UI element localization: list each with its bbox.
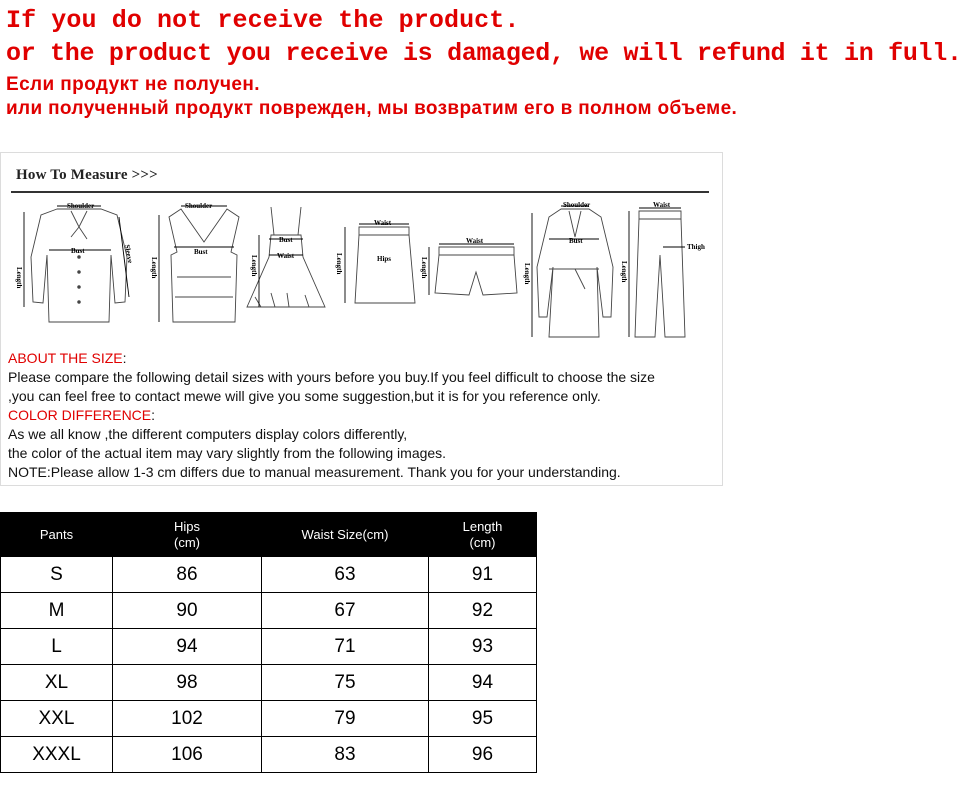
waist-cell: 71 (262, 629, 429, 665)
length-label: Length (620, 261, 628, 283)
table-header-row (1, 513, 537, 557)
notice-english-line-1: If you do not receive the product. (6, 6, 520, 35)
length-label: Length (420, 257, 428, 279)
waist-label: Waist (653, 201, 671, 209)
size-cell: XL (1, 665, 113, 701)
header-length-unit: (cm) (469, 534, 496, 550)
about-size-heading (8, 349, 718, 368)
bust-label: Bust (71, 247, 85, 255)
how-to-measure-title: How To Measure >>> (16, 167, 158, 183)
color-difference-title: COLOR DIFFERENCE (8, 407, 152, 423)
waist-label: Waist (374, 219, 392, 227)
header-length (429, 513, 537, 557)
table-row (1, 737, 537, 773)
thigh-label: Thigh (687, 243, 705, 251)
hips-cell: 86 (113, 557, 262, 593)
hips-cell: 94 (113, 629, 262, 665)
bust-label: Bust (279, 236, 293, 244)
refund-notice-banner (0, 0, 962, 128)
color-difference-heading (8, 406, 718, 425)
title-divider (11, 191, 709, 193)
bust-label: Bust (569, 237, 583, 245)
notice-russian-line-2: или полученный продукт поврежден, мы возвратим его в полном объеме. (6, 98, 738, 119)
length-cell: 92 (429, 593, 537, 629)
waist-cell: 83 (262, 737, 429, 773)
header-waist-label: Waist Size(cm) (301, 526, 389, 542)
waist-label: Waist (466, 237, 484, 245)
about-size-text-2: ,you can feel free to contact mewe will give you some suggestion,but it is for you reference only. (8, 388, 601, 404)
waist-cell: 75 (262, 665, 429, 701)
header-pants-label: Pants (39, 526, 74, 542)
hips-label: Hips (377, 255, 392, 263)
how-to-measure-panel (0, 152, 723, 486)
about-size-text-1: Please compare the following detail sizes with yours before you buy.If you feel difficult to choose the size (8, 369, 655, 385)
header-length-label: Length (462, 518, 503, 534)
header-hips (113, 513, 262, 557)
skirt-diagram (335, 219, 415, 303)
measurement-diagrams (9, 197, 717, 347)
shorts-diagram (420, 237, 517, 295)
hips-cell: 106 (113, 737, 262, 773)
table-row (1, 593, 537, 629)
header-hips-unit: (cm) (174, 534, 200, 550)
pants-diagram (620, 201, 705, 337)
table-row (1, 665, 537, 701)
length-label: Length (150, 257, 158, 279)
length-cell: 93 (429, 629, 537, 665)
tank-top-diagram (150, 202, 239, 322)
hips-cell: 102 (113, 701, 262, 737)
length-cell: 94 (429, 665, 537, 701)
notice-russian-line-1: Если продукт не получен. (6, 74, 260, 95)
about-size-title: ABOUT THE SIZE (8, 350, 123, 366)
size-cell: L (1, 629, 113, 665)
hips-cell: 98 (113, 665, 262, 701)
blouse-diagram (15, 202, 134, 322)
size-cell: S (1, 557, 113, 593)
length-label: Length (335, 253, 343, 275)
length-cell: 91 (429, 557, 537, 593)
trench-coat-diagram (523, 201, 613, 337)
table-row (1, 701, 537, 737)
size-chart-table (0, 512, 537, 773)
header-pants (1, 513, 113, 557)
about-size-colon: : (122, 350, 127, 366)
waist-cell: 79 (262, 701, 429, 737)
length-cell: 95 (429, 701, 537, 737)
size-cell: XXXL (1, 737, 113, 773)
table-row (1, 629, 537, 665)
shoulder-label: Shoulder (185, 202, 213, 210)
header-waist (262, 513, 429, 557)
length-label: Length (15, 267, 23, 289)
waist-label: Waist (277, 252, 295, 260)
color-text-1: As we all know ,the different computers display colors differently, (8, 426, 408, 442)
shoulder-label: Shoulder (563, 201, 591, 209)
color-difference-colon: : (151, 407, 156, 423)
shoulder-label: Shoulder (67, 202, 95, 210)
strap-dress-diagram (247, 207, 325, 307)
length-cell: 96 (429, 737, 537, 773)
measurement-note: NOTE:Please allow 1-3 cm differs due to manual measurement. Thank you for your understanding. (8, 464, 621, 480)
notice-english-line-2: or the product you receive is damaged, we will refund it in full. (6, 39, 962, 68)
waist-cell: 67 (262, 593, 429, 629)
size-cell: M (1, 593, 113, 629)
size-cell: XXL (1, 701, 113, 737)
sleeve-label: Sleeve (123, 243, 135, 264)
color-text-2: the color of the actual item may vary slightly from the following images. (8, 445, 447, 461)
header-hips-label: Hips (173, 518, 200, 534)
size-notes (8, 349, 718, 482)
hips-cell: 90 (113, 593, 262, 629)
table-row (1, 557, 537, 593)
length-label: Length (250, 255, 258, 277)
waist-cell: 63 (262, 557, 429, 593)
length-label: Length (523, 263, 531, 285)
bust-label: Bust (194, 248, 208, 256)
